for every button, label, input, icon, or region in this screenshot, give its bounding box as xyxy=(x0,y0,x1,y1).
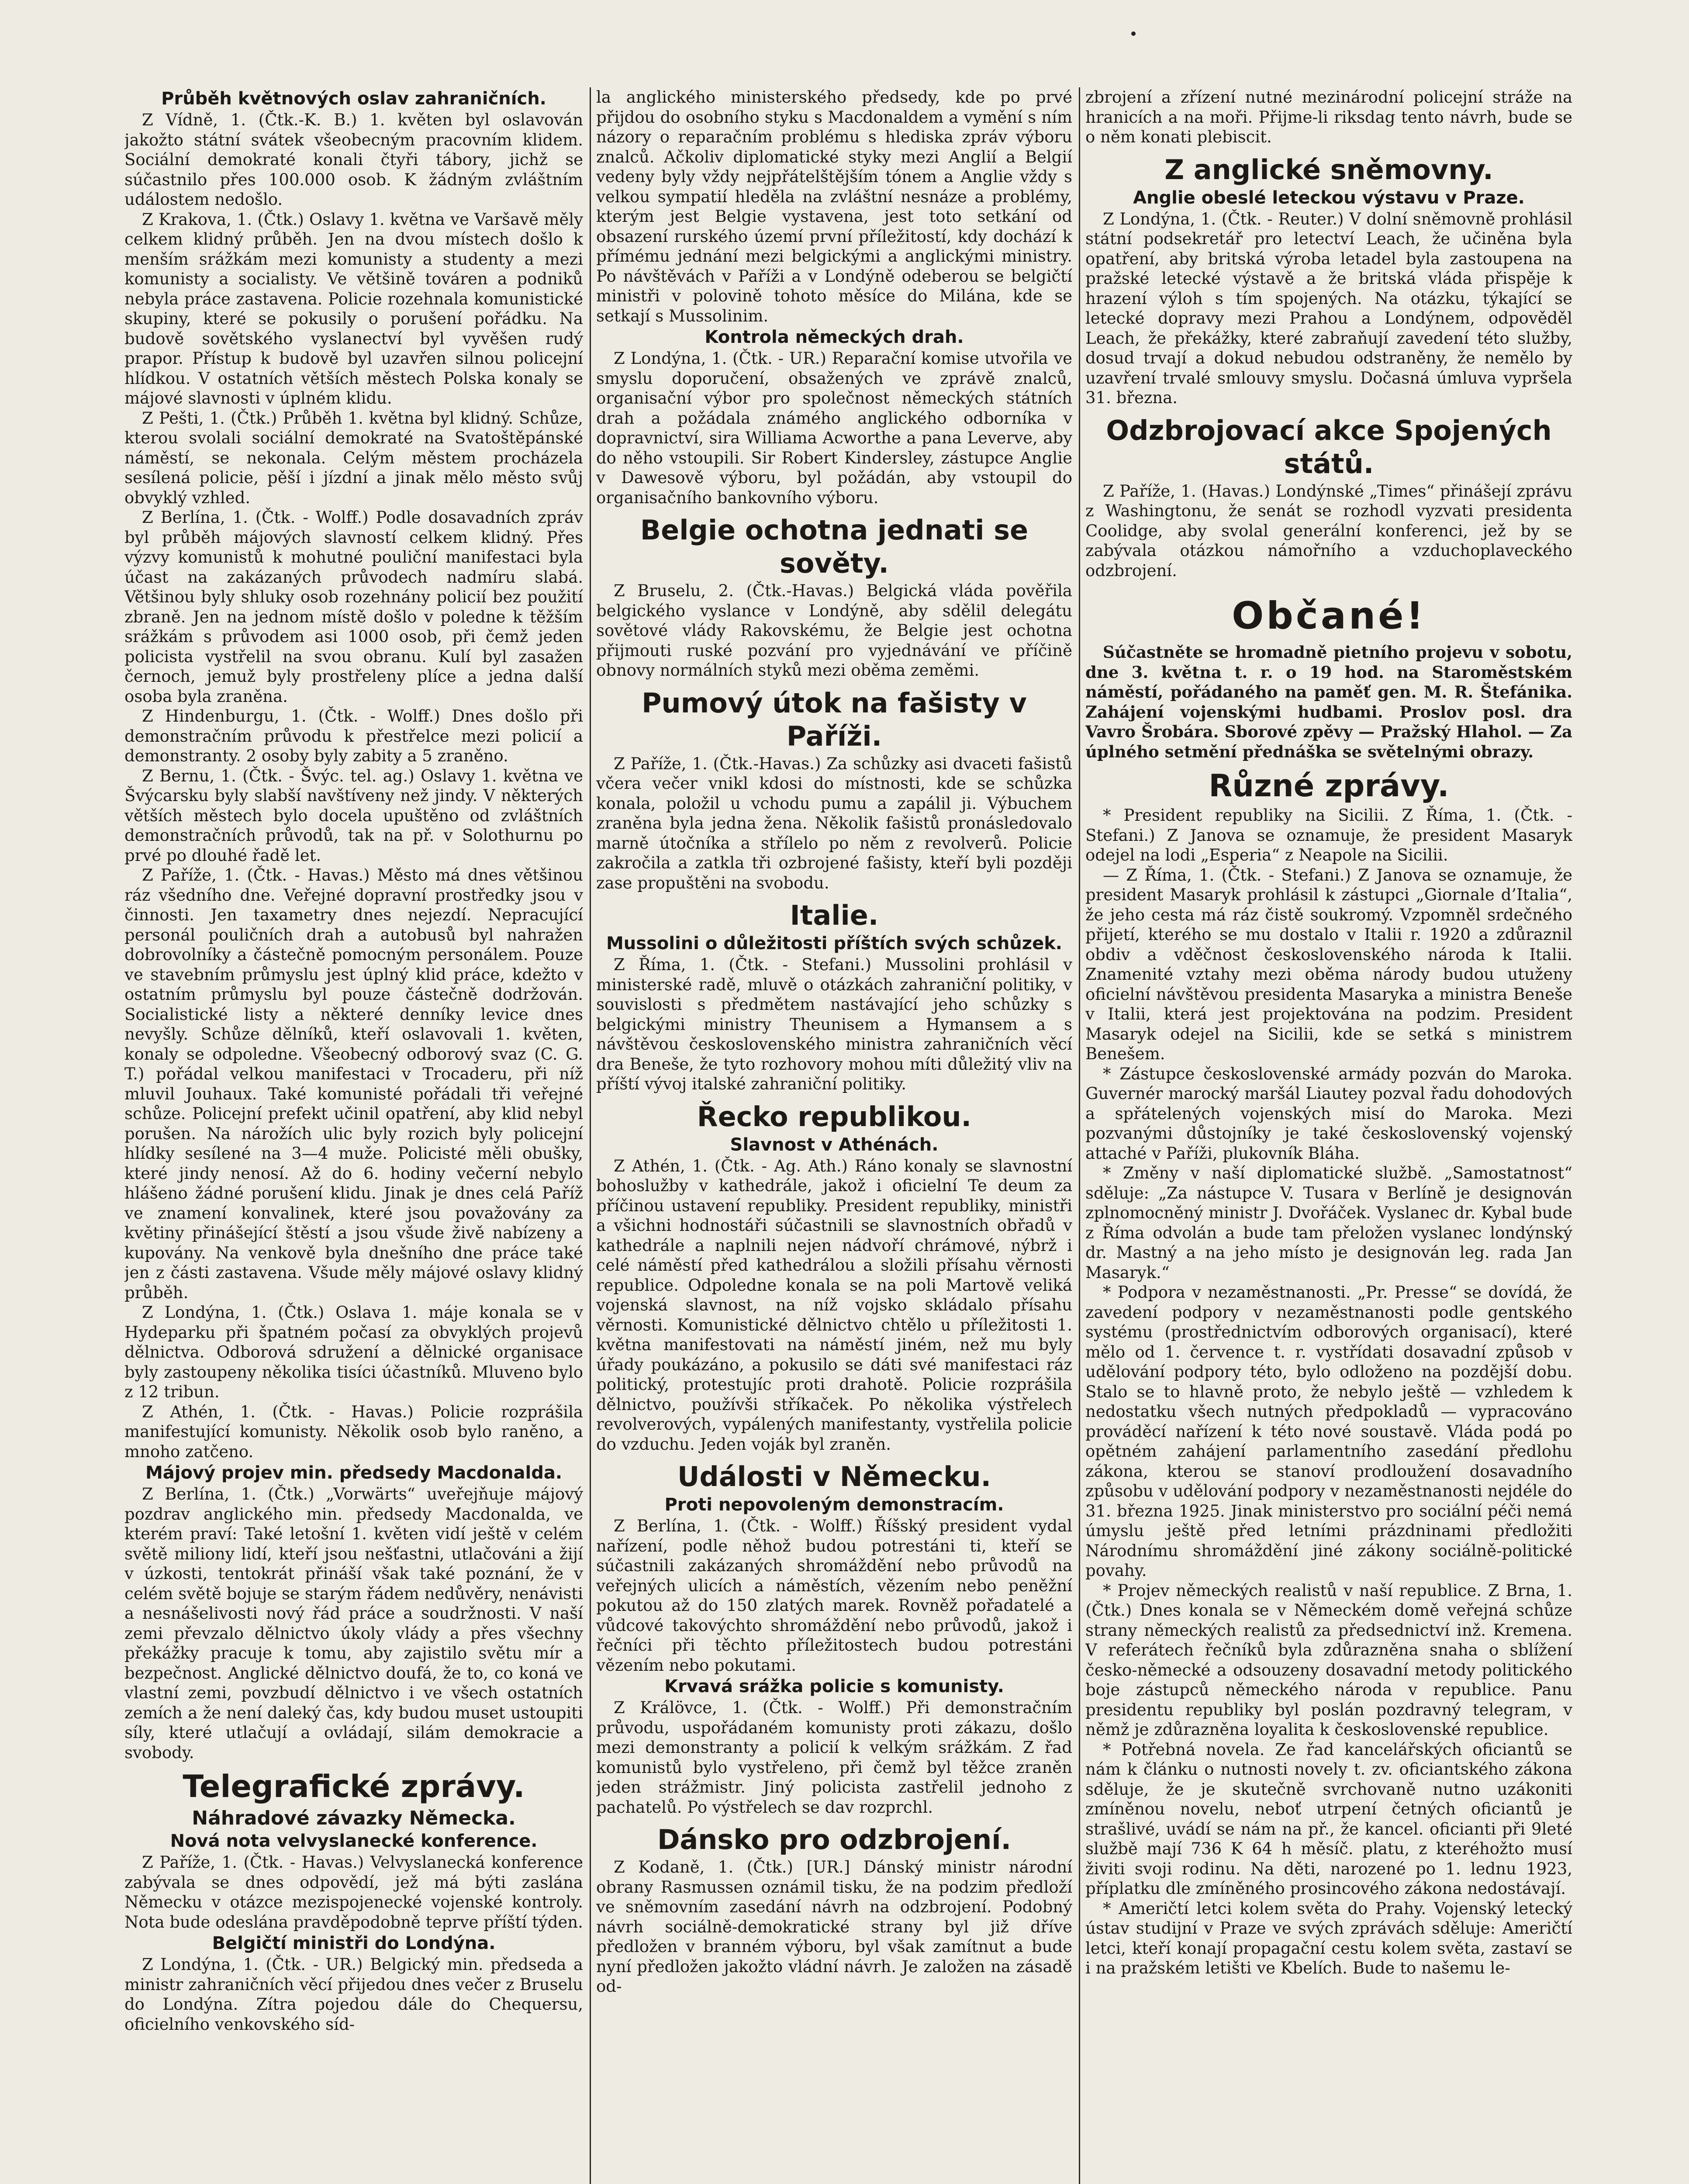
news-president-2: — Z Říma, 1. (Čtk. - Stefani.) Z Janova se oznamuje, že president Masaryk prohlásil k zástupci „Giornale d’Italia“, že jeho cesta má ráz čistě soukromý. Vzpomněl srdečného přijetí, kterého se mu dostalo v Italii r. 1920 a zdůraznil obdiv a vděčnost československého národa k Italii. Znamenité vztahy mezi oběma národy budou utuženy oficielní návštěvou presidenta Masaryka a ministra Beneše v Italii, která jest projektována na podzim. President Masaryk odejel na Sicilii, kde se setká s ministrem Benešem. xyxy=(1085,865,1572,1063)
article-proti: Z Berlína, 1. (Čtk. - Wolff.) Říšský president vydal nařízení, podle něhož budou potrestáni ti, kteří se súčastnili zakázaných shromáždění nebo průvodů na veřejných ulicích a náměstích, vězením nebo peněžní pokutou až do 150 zlatých marek. Rovněž pořadatelé a vůdcové takovýchto shromáždění nebo průvodů, jakož i řečníci při těchto příležitostech budou potrestáni vězením nebo pokutami. xyxy=(596,1517,1072,1675)
column-rule-left xyxy=(590,87,591,2184)
article-pumovy: Z Paříže, 1. (Čtk.-Havas.) Za schůzky asi dvaceti fašistů včera večer vnikl kdosi do místnosti, kde se schůzka konala, položil u vchodu pumu a zapálil ji. Výbuchem zraněna byla jedna žena. Několik fašistů pronásledovalo marně útočníka a střílelo po něm z revolverů. Policie zakročila a zatkla tři ozbrojené fašisty, kteří byli později zase propuštěni na svobodu. xyxy=(596,754,1072,892)
column-middle xyxy=(596,87,1072,2184)
news-podpora: * Podpora v nezaměstnanosti. „Pr. Presse“ se dovídá, že zavedení podpory v nezaměstnanosti podle gentského systému (prostřednictvím odborových organisací), které mělo od 1. července t. r. vystřídati dosavadní způsob v udělování podpory této, bylo odloženo na pozdější dobu. Stalo se to hlavně proto, že nebylo ještě — vzhledem k nedostatku všech nutných předpokladů — vypracováno prováděcí nařízení k této nové soustavě. Vláda podá po opětném zahájení parlamentního zasedání předlohu zákona, kterou se stanoví prodloužení dosavadního způsobu v udělování podpory v nezaměstnanosti nejdéle do 31. března 1925. Jinak ministerstvo pro sociální péči nemá úmyslu ještě před letními prázdninami předložiti Národnímu shromáždění jiné zákony sociálně-politické povahy. xyxy=(1085,1283,1572,1580)
article-krvava: Z Králövce, 1. (Čtk. - Wolff.) Při demonstračním průvodu, uspořádaném komunisty proti zákazu, došlo mezi demonstranty a policií k velkým srážkám. Z řad komunistů bylo vystřeleno, při čemž byl těžce zraněn jeden strážmistr. Jiný policista zastřelil jednoho z pachatelů. Po výstřelech se dav rozprchl. xyxy=(596,1698,1072,1817)
article-belgie: Z Bruselu, 2. (Čtk.-Havas.) Belgická vláda pověřila belgického vyslance v Londýně, aby sdělil delegátu sovětové vlády Rakovskému, že Belgie jest ochotna přijmouti ruské pozvání pro vyjednávání ve příčině obnovy normálních styků mezi oběma zeměmi. xyxy=(596,581,1072,680)
article-belgicti: Z Londýna, 1. (Čtk. - UR.) Belgický min. předseda a ministr zahraničních věcí přijedou dnes večer z Bruselu do Londýna. Zítra pojedou dále do Chequersu, oficielního venkovského síd- xyxy=(124,1955,583,2034)
article-mussolini: Z Říma, 1. (Čtk. - Stefani.) Mussolini prohlásil v ministerské radě, mluvě o otázkách zahraniční politiky, v souvislosti s předmětem nastávající jeho schůzky s belgickými ministry Theunisem a Hymansem a s návštěvou československého ministra zahraničních věcí dra Beneše, že tyto rozhovory mohou míti důležitý vliv na příští vývoj italské zahraniční politiky. xyxy=(596,955,1072,1093)
news-president: * President republiky na Sicilii. Z Říma, 1. (Čtk. - Stefani.) Z Janova se oznamuje, že president Masaryk odejel na lodi „Esperia“ z Neapole na Sicilii. xyxy=(1085,806,1572,864)
announcement-text: Súčastněte se hromadně pietního projevu v sobotu, dne 3. května t. r. o 19 hod. na Staroměstském náměstí, pořádaného na paměť gen. M. R. Štefánika. Zahájení vojenskými hudbami. Proslov posl. dra Vavro Šrobára. Sborové zpěvy — Pražský Hlahol. — Za úplného setmění přednáška se světelnými obrazy. xyxy=(1085,643,1572,761)
article-anglie: Z Londýna, 1. (Čtk. - Reuter.) V dolní sněmovně prohlásil státní podsekretář pro letectví Leach, že učiněna byla opatření, aby britská výroba letadel byla zastoupena na pražské letecké výstavě a že britská vláda přispěje k hrazení výloh s tím spojených. Na otázku, týkající se letecké dopravy mezi Prahou a Londýnem, odpověděl Leach, že překážky, které zabraňují zavedení této služby, dosud trvají a dokud nebudou odstraněny, že nemělo by uzavření trvalé smlouvy smyslu. Dočasná úmluva vypršela 31. března. xyxy=(1085,209,1572,407)
announcement-title: Občané! xyxy=(1232,594,1426,638)
article-berlin: Z Berlína, 1. (Čtk. - Wolff.) Podle dosavadních zpráv byl průběh májových slavností celkem klidný. Přes výzvy komunistů k mohutné pouliční manifestaci byla účast na zakázaných průvodech nadmíru slabá. Většinou byly shluky osob rozehnány policií bez použití zbraně. Jen na jednom místě došlo v poledne k těžším srážkám s průvodem asi 1000 osob, při čemž jeden policista vystřelil na svou obranu. Kulí byl zasažen černoch, jemuž byly prostřeleny plíce a jedna další osoba byla zraněna. xyxy=(124,508,583,706)
headline-krvava: Krvavá srážka policie s komunisty. xyxy=(664,1676,1004,1697)
headline-slavnost: Slavnost v Athénách. xyxy=(730,1134,939,1155)
headline-belgie: Belgie ochotna jednati se sověty. xyxy=(640,514,1029,579)
news-letci: * Američtí letci kolem světa do Prahy. Vojenský letecký ústav studijní v Praze ve svých zprávách sděluje: Američtí letci, kteří konají propagační cestu kolem světa, zastaví se i na pražském letišti ve Kbelích. Bude to našemu le- xyxy=(1085,1899,1572,1977)
headline-proti: Proti nepovoleným demonstracím. xyxy=(664,1495,1004,1515)
article-londyn: Z Londýna, 1. (Čtk.) Oslava 1. máje konala se v Hydeparku při špatném počasí za obvyklých projevů dělnictva. Odborová sdružení a dělnické organisace byly zastoupeny několika tisíci účastníků. Mluveno bylo z 12 tribun. xyxy=(124,1303,583,1401)
article-nota: Z Paříže, 1. (Čtk. - Havas.) Velvyslanecká konference zabývala se dnes odpovědí, jež má býti zaslána Německu v otázce mezispojenecké vojenské kontroly. Nota bude odeslána pravděpodobně teprve příští týden. xyxy=(124,1853,583,1932)
article-bern: Z Bernu, 1. (Čtk. - Švýc. tel. ag.) Oslavy 1. května ve Švýcarsku byly slabší navštíveny než jindy. V některých větších městech bylo docela upuštěno od zvláštních demonstračních průvodů, tak na př. v Solothurnu po prvé po dlouhé řadě let. xyxy=(124,766,583,865)
headline-dansko: Dánsko pro odzbrojení. xyxy=(657,1824,1012,1856)
column-right xyxy=(1085,87,1572,2184)
headline-nahradove: Náhradové závazky Německa. xyxy=(192,1807,516,1829)
article-hindenburg: Z Hindenburgu, 1. (Čtk. - Wolff.) Dnes došlo při demonstračním průvodu k přestřelce mezi policií a demonstranty. 2 osoby byly zabity a 5 zraněno. xyxy=(124,707,583,765)
news-zmeny: * Změny v naší diplomatické službě. „Samostatnost“ sděluje: „Za nástupce V. Tusara v Berlíně je designován zplnomocněný ministr J. Dvořáček. Vyslanec dr. Kybal bude z Říma odvolán a bude tam přeložen vyslanec londýnský dr. Mastný a na jeho místo je designován leg. rada Jan Masaryk.“ xyxy=(1085,1164,1572,1282)
article-krakov: Z Krakova, 1. (Čtk.) Oslavy 1. května ve Varšavě měly celkem klidný průběh. Jen na dvou místech došlo k menším srážkám mezi komunisty a studenty a mezi komunisty a socialisty. Ve většině továren a podniků nebyla práce zastavena. Policie rozehnala komunistické skupiny, které se pokusily o porušení pořádku. Na budově sovětského vyslanectví byl vyvěšen rudý prapor. Přístup k budově byl uzavřen silnou policejní hlídkou. V ostatních větších městech Polska konaly se májové slavnosti v úplném klidu. xyxy=(124,210,583,408)
article-recko: Z Athén, 1. (Čtk. - Ag. Ath.) Ráno konaly se slavnostní bohoslužby v kathedrále, jakož i oficielní Te deum za příčinou ustavení republiky. President republiky, ministři a všichni hodnostáři súčastnili se slavnostních obřadů v kathedrále a naplnili nejen nádvoří chrámové, nýbrž i celé náměstí před kathedrálou a složili přísahu věrnosti republice. Odpoledne konala se na poli Martově veliká vojenská slavnost, na níž vojsko skládalo přísahu věrnosti. Komunistické dělnictvo chtělo u příležitosti 1. května manifestovati na náměstí jiném, než mu byly úřady poukázáno, a pokusilo se dáti své manifestaci ráz politický, protestujíc proti drahotě. Policie rozprášila dělnictvo, používši stříkaček. Po několika výstřelech revolverových, vypálených manifestanty, vystřelila policie do vzduchu. Jeden voják byl zraněn. xyxy=(596,1156,1072,1454)
article-dansko: Z Kodaně, 1. (Čtk.) [UR.] Dánský ministr národní obrany Rasmussen oznámil tisku, že na podzim předloží ve sněmovním zasedání návrh na odzbrojení. Podobný návrh sociálně-demokratické strany byl již dříve předložen v branném výboru, byl však zamítnut a bude nyní předložen jakožto vládní návrh. Je založen na zásadě od- xyxy=(596,1858,1072,1996)
section-title-italie: Italie. xyxy=(790,899,879,931)
ink-speck xyxy=(1131,31,1136,36)
headline-majovy-projev: Májový projev min. předsedy Macdonalda. xyxy=(145,1463,563,1483)
headline-belgicti: Belgičtí ministři do Londýna. xyxy=(212,1933,496,1953)
headline-odzbrojovaci: Odzbrojovací akce Spojených států. xyxy=(1106,414,1552,480)
article-pariz: Z Paříže, 1. (Čtk. - Havas.) Město má dnes většinou ráz všedního dne. Veřejné dopravní prostředky jsou v činnosti. Jen taxametry dnes nejezdí. Nepracující personál pouličních drah a autobusů byl nahražen dobrovolníky a částečně pomocným personálem. Pouze ve stavebním průmyslu jest úplný klid práce, kdežto v ostatním průmyslu byl pouze částečně dodržován. Socialistické listy a některé denníky levice dnes nevyšly. Schůze dělníků, kteří oslavovali 1. květen, konaly se odpoledne. Všeobecný odborový svaz (C. G. T.) pořádal velkou manifestaci v Trocaderu, při níž mluvil Jouhaux. Také komunisté pořádali tři veřejné schůze. Policejní prefekt učinil opatření, aby klid nebyl porušen. Na nárožích ulic byly rozich byly policejní hlídky sesílené na 3—4 muže. Policisté měli obušky, které jindy nenosí. Až do 6. hodiny večerní nebylo hlášeno žádné porušení klidu. Jinak je dnes celá Paříž ve znamení konvalinek, které jsou považovány za květiny přinášející štěstí a jsou všude živě nabízeny a kupovány. Na venkově byla dnešního dne práce také jen z části zastavena. Všude měly májové oslavy klidný průběh. xyxy=(124,866,583,1302)
headline-mussolini: Mussolini o důležitosti příštích svých schůzek. xyxy=(606,933,1062,954)
headline-anglie: Anglie obeslé leteckou výstavu v Praze. xyxy=(1133,187,1525,208)
article-kontrola: Z Londýna, 1. (Čtk. - UR.) Reparační komise utvořila ve smyslu doporučení, obsažených ve zprávě znalců, organisační výbor pro společnost německých státních drah a požádala známého anglického odborníka v dopravnictví, sira Williama Acworthe a pana Leverve, aby do něho vstoupili. Sir Robert Kindersley, zástupce Anglie v Dawesově výboru, byl požádán, aby vstoupil do organisačního bankovního výboru. xyxy=(596,349,1072,507)
article-athen: Z Athén, 1. (Čtk. - Havas.) Policie rozprášila manifestující komunisty. Několik osob bylo raněno, a mnoho zatčeno. xyxy=(124,1402,583,1461)
news-zastupce: * Zástupce československé armády pozván do Maroka. Guvernér marocký maršál Liautey pozval řadu dohodových a spřátelených vojenských misí do Maroka. Mezi pozvanými důstojníky je také československý vojenský attaché v Paříži, plukovník Bláha. xyxy=(1085,1064,1572,1163)
headline-recko: Řecko republikou. xyxy=(697,1100,972,1133)
headline-nota: Nová nota velvyslanecké konference. xyxy=(170,1831,538,1851)
section-title-telegraficke: Telegrafické zprávy. xyxy=(183,1769,525,1804)
section-title-anglicke: Z anglické sněmovny. xyxy=(1164,153,1493,186)
news-projev: * Projev německých realistů v naší republice. Z Brna, 1. (Čtk.) Dnes konala se v Německém domě veřejná schůze strany německých realistů za předsednictví inž. Kremena. V referátech řečníků byla zdůrazněna snaha o sblížení česko-německé a odsouzeny dosavadní metody politického boje zástupců německého národa v republice. Panu presidentu republiky byl poslán pozdravný telegram, v němž je zdůrazněna loyalita k československé republice. xyxy=(1085,1581,1572,1739)
article-dansko-continued: zbrojení a zřízení nutné mezinárodní policejní stráže na hranicích a na moři. Přijme-li riksdag tento návrh, bude se o něm konati plebiscit. xyxy=(1085,88,1572,146)
column-rule-right xyxy=(1079,87,1080,2184)
headline-pumovy: Pumový útok na fašisty v Paříži. xyxy=(642,687,1027,752)
column-left xyxy=(124,87,583,2184)
article-viden: Z Vídně, 1. (Čtk.-K. B.) 1. květen byl oslavován jakožto státní svátek všeobecným pracovním klidem. Sociální demokraté konali čtyři tábory, jichž se súčastnilo přes 100.000 osob. K žádným zvláštním událostem nedošlo. xyxy=(124,111,583,209)
section-title-ruzne: Různé zprávy. xyxy=(1209,768,1449,804)
article-belgicti-continued: la anglického ministerského předsedy, kde po prvé přijdou do osobního styku s Macdonaldem a vymění s ním názory o reparačním problému s hlediska zpráv výboru znalců. Ačkoliv diplomatické styky mezi Anglií a Belgií vedeny byly vždy nejpřátelštějším tónem a Anglie vždy s velkou sympatií hleděla na zvláštní nesnáze a problémy, kterým jest Belgie vystavena, jest toto setkání od obsazení rurského území první příležitostí, kdy dochází k přímému jednání mezi belgickými a anglickými ministry. Po návštěvách v Paříži a v Londýně odeberou se belgičtí ministři v polovině tohoto měsíce do Milána, kde se setkají s Mussolinim. xyxy=(596,88,1072,325)
section-title-udalosti: Události v Německu. xyxy=(677,1461,991,1493)
headline-kontrola: Kontrola německých drah. xyxy=(705,327,964,347)
article-odzbrojovaci: Z Paříže, 1. (Havas.) Londýnské „Times“ přinášejí zprávu z Washingtonu, že senát se rozhodl vyzvati presidenta Coolidge, aby svolal generální konferenci, jež by se zabývala otázkou námořního a vzduchoplaveckého odzbrojení. xyxy=(1085,481,1572,580)
article-pest: Z Pešti, 1. (Čtk.) Průběh 1. května byl klidný. Schůze, kterou svolali sociální demokraté na Svatoštěpánské náměstí, se nekonala. Celým městem procházela sesílená policie, pěší i jízdní a jinak mělo město svůj obvyklý vzhled. xyxy=(124,408,583,507)
article-macdonald: Z Berlína, 1. (Čtk.) „Vorwärts“ uveřejňuje májový pozdrav anglického min. předsedy Macdonalda, ve kterém praví: Také letošní 1. květen vidí ještě v celém světě miliony lidí, kteří jsou nešťastni, utlačováni a žijí v úzkosti, tentokrát přináší však také poznání, že v celém světě bojuje se starým řádem nedůvěry, nenávisti a nesnášelivosti nový řád práce a soudržnosti. V naší zemi převzalo dělnictvo úkoly vlády a přes všechny překážky pracuje k tomu, aby zajistilo světu mír a bezpečnost. Anglické dělnictvo doufá, že to, co koná ve vlastní zemi, povzbudí dělnictvo i ve všech ostatních zemích a že není daleký čas, kdy budou muset ustoupiti síly, které utlačují a ovládají, silám demokracie a svobody. xyxy=(124,1485,583,1762)
news-novela: * Potřebná novela. Ze řad kancelářských oficiantů se nám k článku o nutnosti novely t. zv. oficiantského zákona sděluje, že je skutečně svrchovaně nutno uzákoniti zmíněnou novelu, neboť utrpení četných oficiantů je strašlivé, uvádí se nám na př., že kancel. oficianti při 9leté službě mají 736 K 64 h měsíč. platu, z kteréhožto musí živiti svoji rodinu. Na děti, narozené po 1. lednu 1923, příplatku dle zmíněného prosincového zákona nedostávají. xyxy=(1085,1740,1572,1898)
headline-pruben: Průběh květnových oslav zahraničních. xyxy=(161,89,546,109)
